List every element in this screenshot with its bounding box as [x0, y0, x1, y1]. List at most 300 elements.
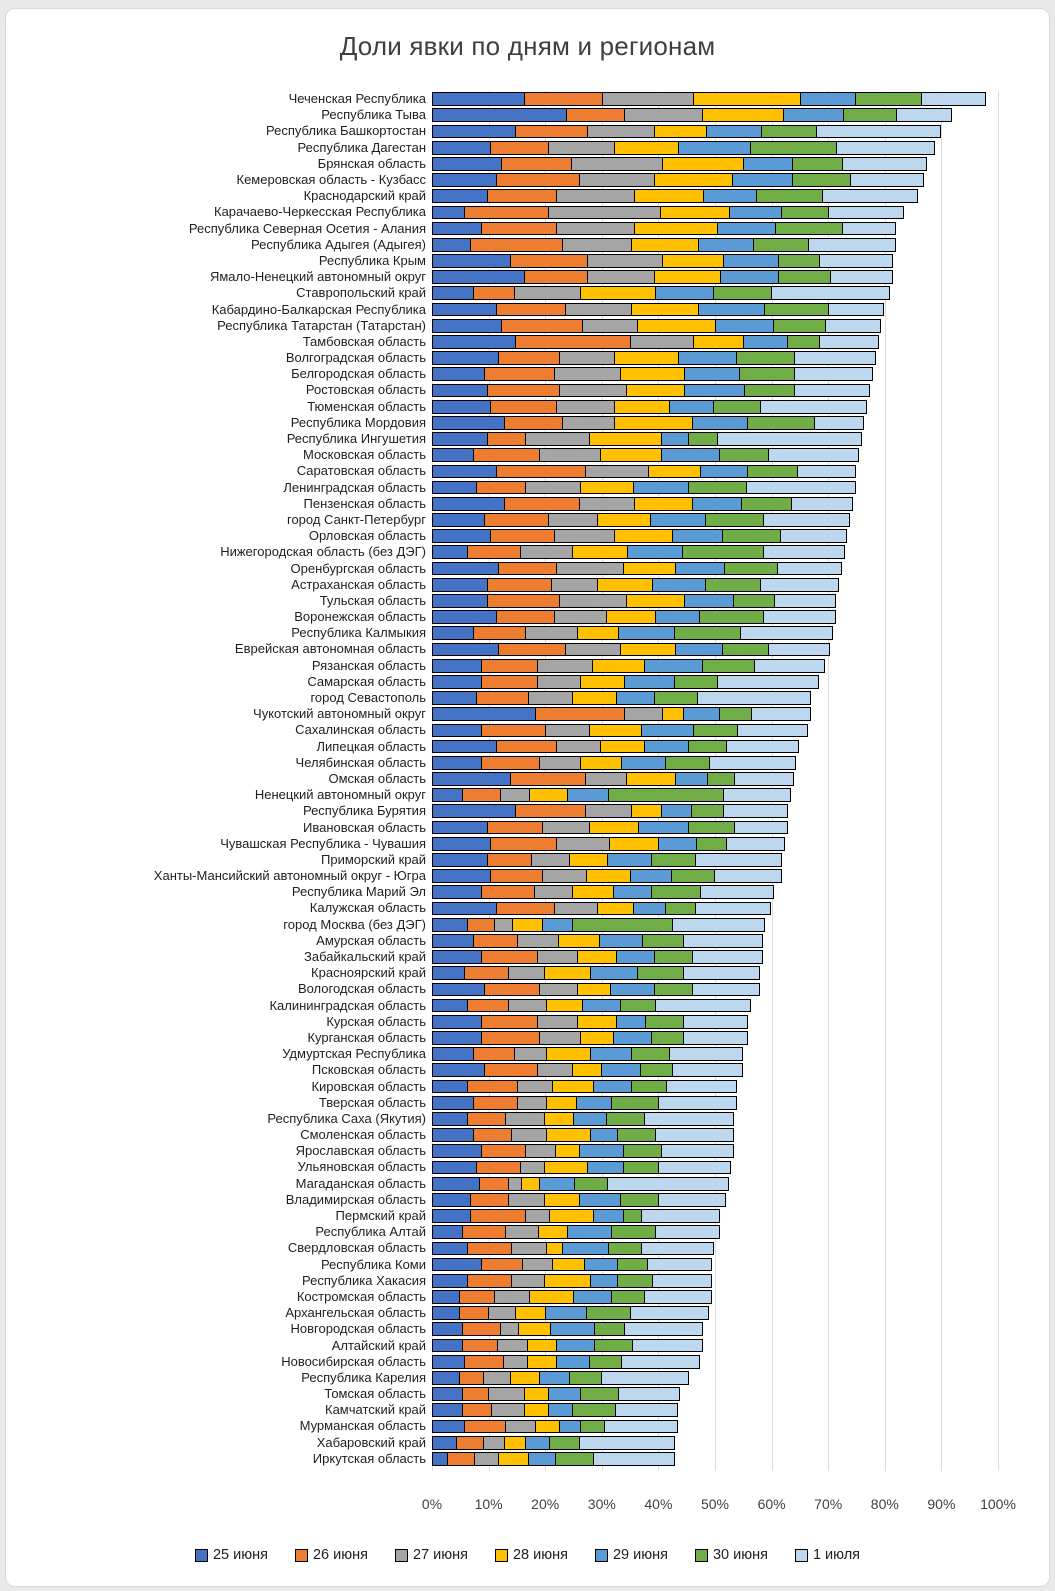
bar-segment	[574, 1177, 608, 1191]
bar-segment	[683, 707, 720, 721]
bar-segment	[432, 351, 500, 365]
bar-segment	[624, 108, 703, 122]
bar-segment	[693, 335, 744, 349]
bar-segment	[432, 643, 500, 657]
bar-segment	[573, 1290, 613, 1304]
bar-segment	[504, 1436, 527, 1450]
bar-segment	[611, 1096, 659, 1110]
bar-segment	[693, 92, 801, 106]
bar-row	[6, 1289, 1049, 1305]
bar-segment	[589, 724, 643, 738]
stacked-bar	[432, 740, 799, 754]
bar-segment	[494, 918, 514, 932]
bar-segment	[517, 1080, 554, 1094]
bar-segment	[462, 1225, 507, 1239]
bar-segment	[692, 950, 763, 964]
bar-segment	[432, 1144, 483, 1158]
legend-swatch	[795, 1549, 808, 1562]
stacked-bar	[432, 1274, 712, 1288]
bar-segment	[538, 1225, 569, 1239]
bar-segment	[896, 108, 953, 122]
bar-row	[6, 172, 1049, 188]
bar-row	[6, 658, 1049, 674]
bar-segment	[658, 1193, 726, 1207]
bar-row	[6, 1014, 1049, 1030]
bar-segment	[580, 756, 622, 770]
bar-segment	[743, 335, 788, 349]
bar-segment	[515, 1306, 546, 1320]
bar-segment	[613, 1031, 653, 1045]
bar-segment	[604, 1420, 678, 1434]
bar-segment	[488, 1306, 516, 1320]
bar-row	[6, 91, 1049, 107]
bar-segment	[432, 108, 568, 122]
bar-segment	[496, 740, 558, 754]
bar-row	[6, 625, 1049, 641]
region-label: Республика Алтай	[315, 1224, 426, 1240]
legend-item	[795, 1547, 860, 1563]
stacked-bar	[432, 1371, 689, 1385]
bar-segment	[566, 108, 625, 122]
bar-segment	[753, 238, 810, 252]
bar-segment	[432, 481, 477, 495]
stacked-bar	[432, 1144, 734, 1158]
bar-segment	[611, 1290, 645, 1304]
region-label: Белгородская область	[291, 366, 426, 382]
stacked-bar	[432, 1452, 675, 1466]
region-label: Республика Крым	[318, 252, 426, 268]
stacked-bar	[432, 756, 796, 770]
stacked-bar	[432, 1063, 743, 1077]
bar-segment	[544, 1161, 589, 1175]
bar-row	[6, 204, 1049, 220]
stacked-bar	[432, 157, 927, 171]
region-label: Мурманская область	[299, 1418, 426, 1434]
bar-segment	[589, 821, 640, 835]
bar-segment	[432, 1420, 466, 1434]
x-axis	[6, 1496, 1049, 1516]
bar-segment	[432, 885, 483, 899]
bar-segment	[577, 983, 611, 997]
bar-segment	[432, 1128, 474, 1142]
stacked-bar	[432, 1193, 726, 1207]
x-tick-label: 80%	[870, 1496, 899, 1512]
region-label: Саратовская область	[296, 463, 426, 479]
bar-segment	[580, 1420, 605, 1434]
bar-segment	[672, 529, 723, 543]
bar-segment	[462, 1322, 502, 1336]
stacked-bar	[432, 529, 847, 543]
bar-segment	[432, 1371, 460, 1385]
bar-segment	[624, 675, 675, 689]
bar-segment	[618, 626, 675, 640]
bar-segment	[432, 1355, 466, 1369]
bar-segment	[432, 1031, 483, 1045]
bar-segment	[705, 513, 764, 527]
bar-segment	[763, 545, 845, 559]
bar-segment	[683, 934, 762, 948]
bar-segment	[750, 141, 838, 155]
bar-segment	[462, 1403, 493, 1417]
bar-segment	[602, 92, 695, 106]
bar-row	[6, 1435, 1049, 1451]
bar-segment	[432, 578, 489, 592]
bar-segment	[432, 125, 517, 139]
bar-segment	[606, 1112, 646, 1126]
bar-segment	[601, 1371, 689, 1385]
bar-segment	[459, 1371, 484, 1385]
bar-segment	[432, 1258, 483, 1272]
bar-segment	[703, 189, 757, 203]
bar-segment	[432, 335, 517, 349]
legend-label: 28 июня	[512, 1547, 568, 1563]
bar-segment	[490, 529, 555, 543]
stacked-bar	[432, 108, 952, 122]
bar-segment	[552, 1258, 586, 1272]
bar-segment	[508, 999, 548, 1013]
bar-segment	[528, 1452, 556, 1466]
bar-segment	[484, 983, 541, 997]
bar-segment	[481, 756, 540, 770]
bar-segment	[569, 1371, 603, 1385]
bar-segment	[546, 1047, 591, 1061]
region-label: Краснодарский край	[303, 188, 426, 204]
bar-segment	[642, 934, 684, 948]
bar-segment	[662, 157, 744, 171]
bar-segment	[724, 562, 778, 576]
stacked-bar	[432, 578, 839, 592]
region-label: Карачаево-Черкесская Республика	[214, 204, 426, 220]
bar-segment	[537, 950, 579, 964]
bar-row	[6, 301, 1049, 317]
bar-segment	[675, 772, 709, 786]
bar-segment	[616, 691, 656, 705]
bar-segment	[539, 1031, 581, 1045]
bar-segment	[688, 740, 728, 754]
bar-segment	[601, 1063, 641, 1077]
bar-segment	[585, 804, 633, 818]
bar-segment	[620, 643, 677, 657]
bar-segment	[487, 189, 558, 203]
bar-row	[6, 739, 1049, 755]
stacked-bar	[432, 351, 876, 365]
bar-segment	[432, 238, 472, 252]
bar-segment	[432, 286, 474, 300]
bar-segment	[597, 902, 634, 916]
bar-segment	[559, 384, 627, 398]
bar-segment	[650, 513, 707, 527]
bar-segment	[459, 1290, 496, 1304]
bar-row	[6, 221, 1049, 237]
region-label: Томская область	[324, 1386, 426, 1402]
bar-segment	[490, 141, 549, 155]
bar-segment	[717, 432, 861, 446]
bar-row	[6, 1224, 1049, 1240]
bar-segment	[800, 92, 857, 106]
bar-segment	[586, 869, 631, 883]
stacked-bar	[432, 286, 890, 300]
stacked-bar	[432, 902, 771, 916]
stacked-bar	[432, 1436, 675, 1450]
bar-segment	[539, 756, 581, 770]
bar-segment	[551, 578, 599, 592]
bar-segment	[432, 367, 486, 381]
bar-row	[6, 1030, 1049, 1046]
bar-segment	[432, 821, 489, 835]
bar-segment	[432, 772, 511, 786]
bar-segment	[580, 481, 634, 495]
stacked-bar	[432, 691, 811, 705]
bar-segment	[572, 1063, 603, 1077]
bar-segment	[432, 1403, 463, 1417]
bar-segment	[617, 1258, 648, 1272]
bar-segment	[631, 1080, 668, 1094]
bar-segment	[487, 594, 561, 608]
bar-row	[6, 140, 1049, 156]
bar-segment	[675, 562, 726, 576]
region-label: Магаданская область	[295, 1175, 426, 1191]
x-tick-label: 30%	[587, 1496, 616, 1512]
bar-segment	[432, 610, 497, 624]
stacked-bar	[432, 125, 941, 139]
bar-segment	[688, 481, 747, 495]
region-label: Пермский край	[335, 1208, 426, 1224]
bar-segment	[733, 594, 775, 608]
bar-segment	[484, 513, 549, 527]
bar-segment	[432, 918, 469, 932]
x-tick-label: 20%	[531, 1496, 560, 1512]
bar-segment	[546, 999, 583, 1013]
region-label: Республика Северная Осетия - Алания	[188, 220, 426, 236]
bar-row	[6, 1273, 1049, 1289]
region-label: Кабардино-Балкарская Республика	[211, 301, 426, 317]
bar-segment	[432, 529, 491, 543]
bar-row	[6, 868, 1049, 884]
region-label: Красноярский край	[311, 965, 426, 981]
bar-segment	[828, 206, 904, 220]
bar-segment	[525, 432, 590, 446]
bar-segment	[572, 918, 674, 932]
stacked-bar	[432, 966, 760, 980]
bar-segment	[683, 1031, 748, 1045]
bar-segment	[722, 529, 781, 543]
legend-swatch	[595, 1549, 608, 1562]
bar-segment	[654, 125, 708, 139]
bar-segment	[850, 173, 924, 187]
bar-row	[6, 480, 1049, 496]
bar-segment	[432, 1339, 463, 1353]
stacked-bar	[432, 92, 986, 106]
bar-segment	[662, 707, 685, 721]
bar-segment	[554, 902, 599, 916]
region-label: Оренбургская область	[290, 560, 426, 576]
region-label: Сахалинская область	[295, 722, 426, 738]
bar-segment	[504, 497, 580, 511]
stacked-bar	[432, 222, 896, 236]
stacked-bar	[432, 626, 833, 640]
bar-row	[6, 350, 1049, 366]
bar-segment	[496, 173, 581, 187]
region-label: Чеченская Республика	[288, 91, 426, 107]
bar-segment	[616, 1015, 647, 1029]
stacked-bar	[432, 643, 830, 657]
bar-segment	[473, 1096, 518, 1110]
bar-segment	[655, 1225, 720, 1239]
bar-row	[6, 1305, 1049, 1321]
bar-segment	[504, 416, 563, 430]
bar-segment	[544, 966, 592, 980]
bar-segment	[855, 92, 923, 106]
region-label: Приморский край	[321, 851, 426, 867]
region-label: Новгородская область	[290, 1321, 426, 1337]
bar-segment	[626, 594, 685, 608]
region-label: город Севастополь	[310, 690, 426, 706]
legend-swatch	[695, 1549, 708, 1562]
region-label: Камчатский край	[325, 1402, 426, 1418]
stacked-bar	[432, 804, 788, 818]
bar-segment	[715, 319, 774, 333]
bar-segment	[559, 1420, 582, 1434]
bar-segment	[539, 448, 601, 462]
bar-row	[6, 900, 1049, 916]
stacked-bar	[432, 1290, 712, 1304]
bar-segment	[497, 1339, 528, 1353]
bar-segment	[600, 448, 662, 462]
bar-segment	[579, 497, 636, 511]
bar-segment	[562, 238, 633, 252]
bar-segment	[631, 238, 699, 252]
bar-segment	[500, 788, 531, 802]
bar-segment	[729, 206, 783, 220]
bar-segment	[655, 1128, 734, 1142]
region-label: Смоленская область	[300, 1127, 426, 1143]
bar-segment	[432, 950, 483, 964]
stacked-bar	[432, 432, 862, 446]
bar-segment	[590, 1128, 618, 1142]
bar-row	[6, 1159, 1049, 1175]
region-label: Псковская область	[311, 1062, 426, 1078]
bar-segment	[510, 1371, 541, 1385]
bar-segment	[655, 610, 700, 624]
bar-row	[6, 237, 1049, 253]
bar-segment	[524, 1387, 549, 1401]
bar-segment	[481, 1258, 523, 1272]
bar-segment	[816, 125, 941, 139]
bar-segment	[544, 1193, 581, 1207]
bar-segment	[432, 173, 497, 187]
bar-segment	[534, 885, 574, 899]
stacked-bar	[432, 772, 794, 786]
bar-segment	[556, 189, 635, 203]
bar-row	[6, 1370, 1049, 1386]
bar-segment	[611, 1225, 656, 1239]
bar-segment	[661, 804, 692, 818]
region-label: Ивановская область	[303, 819, 426, 835]
bar-segment	[487, 384, 561, 398]
bar-segment	[432, 92, 525, 106]
bar-segment	[739, 367, 796, 381]
bar-row	[6, 334, 1049, 350]
bar-segment	[654, 983, 694, 997]
stacked-bar	[432, 1080, 737, 1094]
bar-segment	[432, 1177, 480, 1191]
bar-segment	[587, 1161, 624, 1175]
bar-segment	[462, 1387, 490, 1401]
bar-segment	[503, 1355, 528, 1369]
bar-row	[6, 803, 1049, 819]
bar-segment	[695, 902, 771, 916]
bar-segment	[432, 1161, 477, 1175]
bar-segment	[624, 1322, 703, 1336]
bar-segment	[617, 1128, 657, 1142]
bar-segment	[548, 513, 599, 527]
bar-segment	[683, 966, 759, 980]
region-label: город Москва (без ДЭГ)	[283, 916, 426, 932]
stacked-bar	[432, 497, 853, 511]
bar-segment	[525, 1209, 550, 1223]
stacked-bar	[432, 416, 864, 430]
bar-segment	[546, 1242, 563, 1256]
bar-segment	[432, 1306, 460, 1320]
bar-row	[6, 544, 1049, 560]
bar-segment	[671, 869, 716, 883]
bar-segment	[609, 837, 660, 851]
region-label: Нижегородская область (без ДЭГ)	[220, 544, 426, 560]
bar-segment	[630, 1306, 709, 1320]
bar-segment	[594, 1339, 634, 1353]
bar-row	[6, 771, 1049, 787]
bar-segment	[491, 1403, 525, 1417]
bar-segment	[473, 448, 541, 462]
bar-segment	[462, 788, 502, 802]
bar-segment	[723, 788, 791, 802]
bar-segment	[432, 416, 506, 430]
bar-row	[6, 1062, 1049, 1078]
bar-segment	[774, 594, 836, 608]
bar-segment	[490, 869, 544, 883]
bar-segment	[781, 206, 829, 220]
bar-row	[6, 560, 1049, 576]
region-label: Липецкая область	[316, 738, 426, 754]
stacked-bar	[432, 1403, 678, 1417]
region-label: Республика Калмыкия	[291, 625, 426, 641]
legend-item	[395, 1547, 468, 1563]
bar-segment	[582, 319, 639, 333]
bar-segment	[464, 1420, 506, 1434]
bar-row	[6, 123, 1049, 139]
bar-segment	[760, 400, 868, 414]
bar-segment	[723, 804, 788, 818]
chart-title: Доли явки по дням и регионам	[339, 31, 716, 61]
bar-segment	[579, 1144, 624, 1158]
bar-segment	[580, 1031, 614, 1045]
bar-segment	[476, 481, 527, 495]
region-label: Ханты-Мансийский автономный округ - Югра	[153, 868, 426, 884]
bar-segment	[535, 1420, 560, 1434]
bar-segment	[778, 270, 832, 284]
bar-segment	[529, 1290, 574, 1304]
bar-segment	[580, 1387, 620, 1401]
bar-segment	[763, 513, 851, 527]
bar-segment	[542, 869, 587, 883]
bar-segment	[432, 1290, 460, 1304]
bar-segment	[432, 1063, 486, 1077]
stacked-bar	[432, 384, 870, 398]
bar-segment	[678, 351, 737, 365]
bar-segment	[640, 1063, 674, 1077]
bar-segment	[620, 1193, 660, 1207]
bar-segment	[548, 206, 661, 220]
